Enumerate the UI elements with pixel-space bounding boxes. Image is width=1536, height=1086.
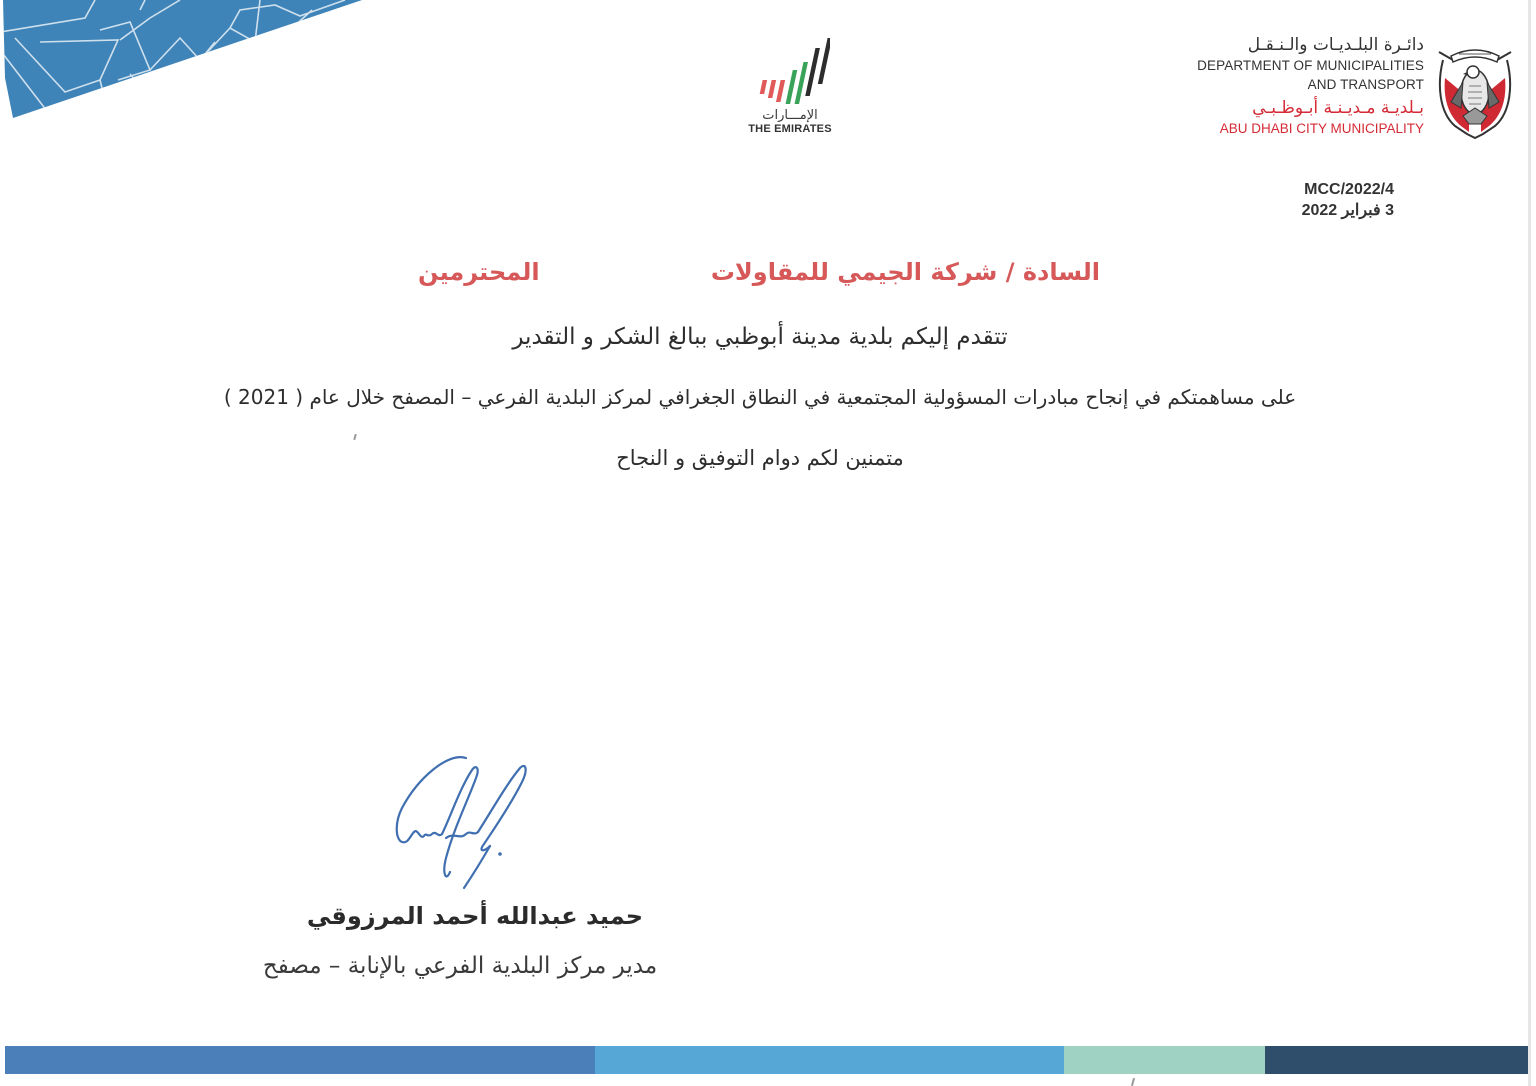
footer-band-mint <box>1064 1046 1265 1074</box>
emirates-stripes-icon <box>750 36 830 106</box>
body-line-thanks: تتقدم إليكم بلدية مدينة أبوظبي ببالغ الشكر و التقدير <box>512 324 1008 350</box>
municipality-english-name: ABU DHABI CITY MUNICIPALITY <box>1219 121 1424 136</box>
geometric-corner-decoration-icon <box>0 0 380 130</box>
department-english-name-line-1: DEPARTMENT OF MUNICIPALITIES <box>1197 58 1424 73</box>
the-emirates-logo <box>738 36 842 135</box>
abu-dhabi-falcon-crest-icon <box>1433 38 1517 142</box>
scan-speck <box>353 434 356 440</box>
signer-name: حميد عبدالله أحمد المرزوقي <box>306 902 644 930</box>
department-arabic-name: دائـرة البلـديـات والـنـقـل <box>1247 35 1424 55</box>
footer-band-light-blue <box>595 1046 1064 1074</box>
reference-block <box>1302 180 1394 222</box>
footer-band-blue <box>5 1046 595 1074</box>
letter-date: 3 فبراير 2022 <box>1301 202 1394 219</box>
addressee-line <box>400 258 1120 298</box>
page-edge <box>1528 0 1531 1086</box>
addressee-name: السادة / شركة الجيمي للمقاولات <box>710 258 1100 286</box>
addressee-honorific: المحترمين <box>418 258 540 286</box>
footer-band-navy <box>1265 1046 1528 1074</box>
emirates-english-label: THE EMIRATES <box>748 123 832 135</box>
body-line-wishes: متمنين لكم دوام التوفيق و النجاح <box>616 446 904 470</box>
department-header <box>1124 34 1424 138</box>
body-line-contribution: على مساهمتكم في إنجاح مبادرات المسؤولية المجتمعية في النطاق الجغرافي لمركز البلدية الفرعي – المصفح خلال عام ( 2021 ) <box>223 385 1297 409</box>
municipality-arabic-name: بـلديـة مـديـنـة أبـوظـبـي <box>1252 98 1424 118</box>
handwritten-signature-icon <box>388 748 538 896</box>
emirates-arabic-label: الإمـــارات <box>762 108 818 123</box>
signer-block <box>200 896 720 986</box>
reference-number: MCC/2022/4 <box>1304 181 1394 198</box>
department-english-name-line-2: AND TRANSPORT <box>1307 77 1424 92</box>
scan-speck <box>1131 1078 1135 1086</box>
signer-title: مدير مركز البلدية الفرعي بالإنابة – مصفح <box>262 953 658 979</box>
